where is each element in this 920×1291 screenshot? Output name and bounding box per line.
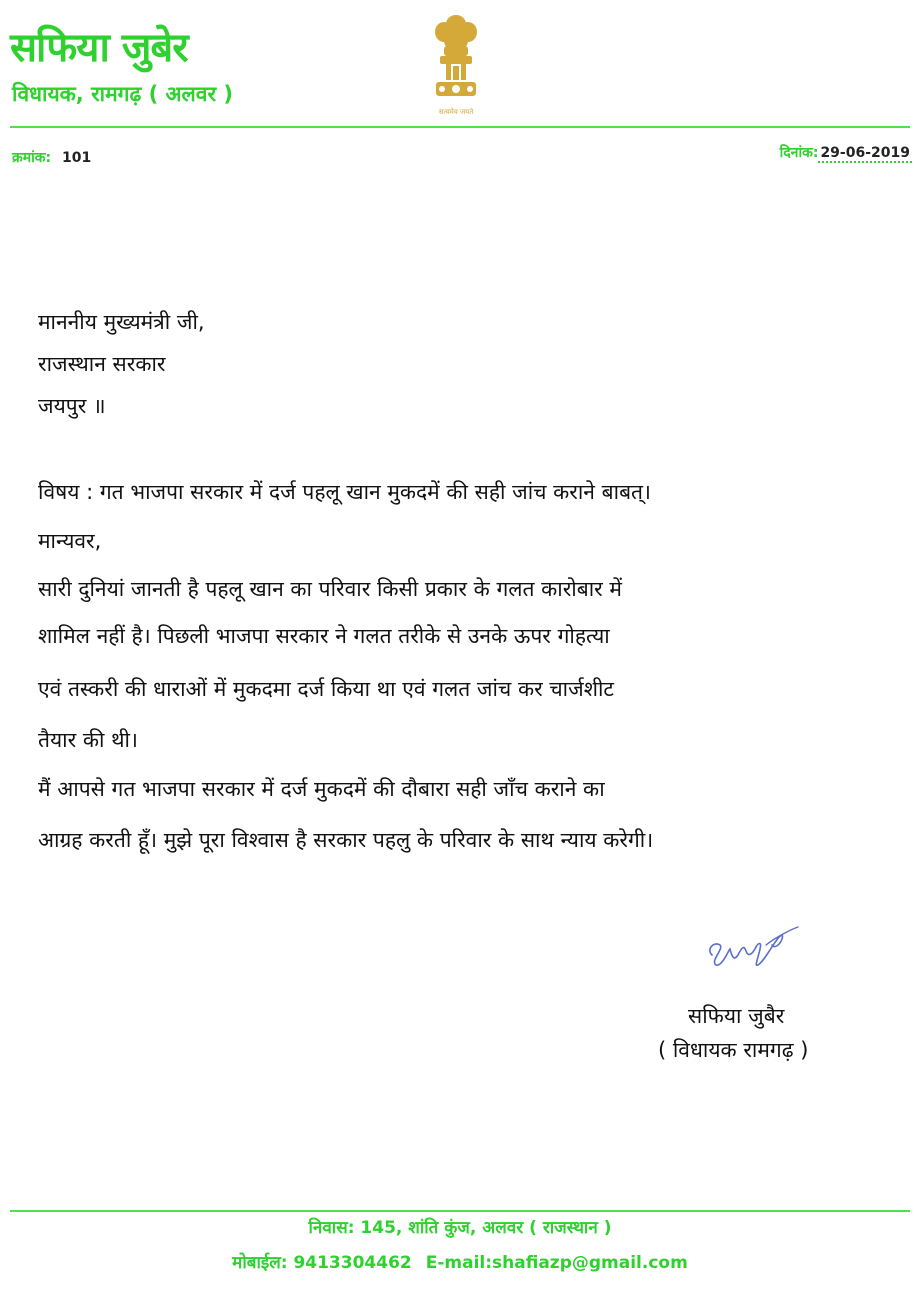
paragraph-1-line-1: सारी दुनियां जानती है पहलू खान का परिवार किसी प्रकार के गलत कारोबार में: [38, 577, 622, 601]
recipient-line-1: माननीय मुख्यमंत्री जी,: [38, 310, 205, 334]
recipient-line-2: राजस्थान सरकार: [38, 352, 166, 376]
emblem-motto: सत्यमेव जयते: [438, 108, 474, 116]
letterhead-name: सफिया जुबेर: [10, 25, 188, 71]
footer-divider: [10, 1210, 910, 1212]
subject-line: विषय : गत भाजपा सरकार में दर्ज पहलू खान मुकदमें की सही जांच कराने बाबत्।: [38, 480, 651, 504]
paragraph-1-line-4: तैयार की थी।: [38, 728, 138, 752]
footer-email: E-mail:shafiazp@gmail.com: [425, 1253, 688, 1273]
paragraph-1-line-3: एवं तस्करी की धाराओं में मुकदमा दर्ज किया था एवं गलत जांच कर चार्जशीट: [38, 677, 614, 701]
header-divider: [10, 126, 910, 128]
handwritten-signature-icon: [700, 915, 810, 975]
signatory-name: सफिया जुबैर: [688, 1004, 785, 1028]
letterhead-subtitle: विधायक, रामगढ़ ( अलवर ): [12, 82, 233, 106]
signatory-designation: ( विधायक रामगढ़ ): [658, 1038, 809, 1062]
paragraph-1-line-2: शामिल नहीं है। पिछली भाजपा सरकार ने गलत तरीके से उनके ऊपर गोहत्या: [38, 624, 610, 648]
date-label: दिनांक:: [779, 145, 819, 161]
state-emblem-icon: [426, 10, 486, 120]
salutation: मान्यवर,: [38, 529, 102, 553]
footer-contact: [0, 1250, 920, 1273]
paragraph-2-line-1: मैं आपसे गत भाजपा सरकार में दर्ज मुकदमें की दौबारा सही जाँच कराने का: [38, 777, 605, 801]
reference-number: [12, 148, 91, 167]
reference-label: क्रमांक:: [12, 150, 52, 166]
footer-address: निवास: 145, शांति कुंज, अलवर ( राजस्थान ): [308, 1218, 612, 1238]
letter-date: [780, 143, 912, 162]
reference-value: 101: [61, 150, 92, 166]
footer-mobile: मोबाईल: 9413304462: [232, 1253, 412, 1273]
recipient-line-3: जयपुर ॥: [38, 394, 106, 418]
paragraph-2-line-2: आग्रह करती हूँ। मुझे पूरा विश्वास है सरकार पहलु के परिवार के साथ न्याय करेगी।: [38, 828, 654, 852]
date-value: 29-06-2019: [820, 145, 910, 161]
